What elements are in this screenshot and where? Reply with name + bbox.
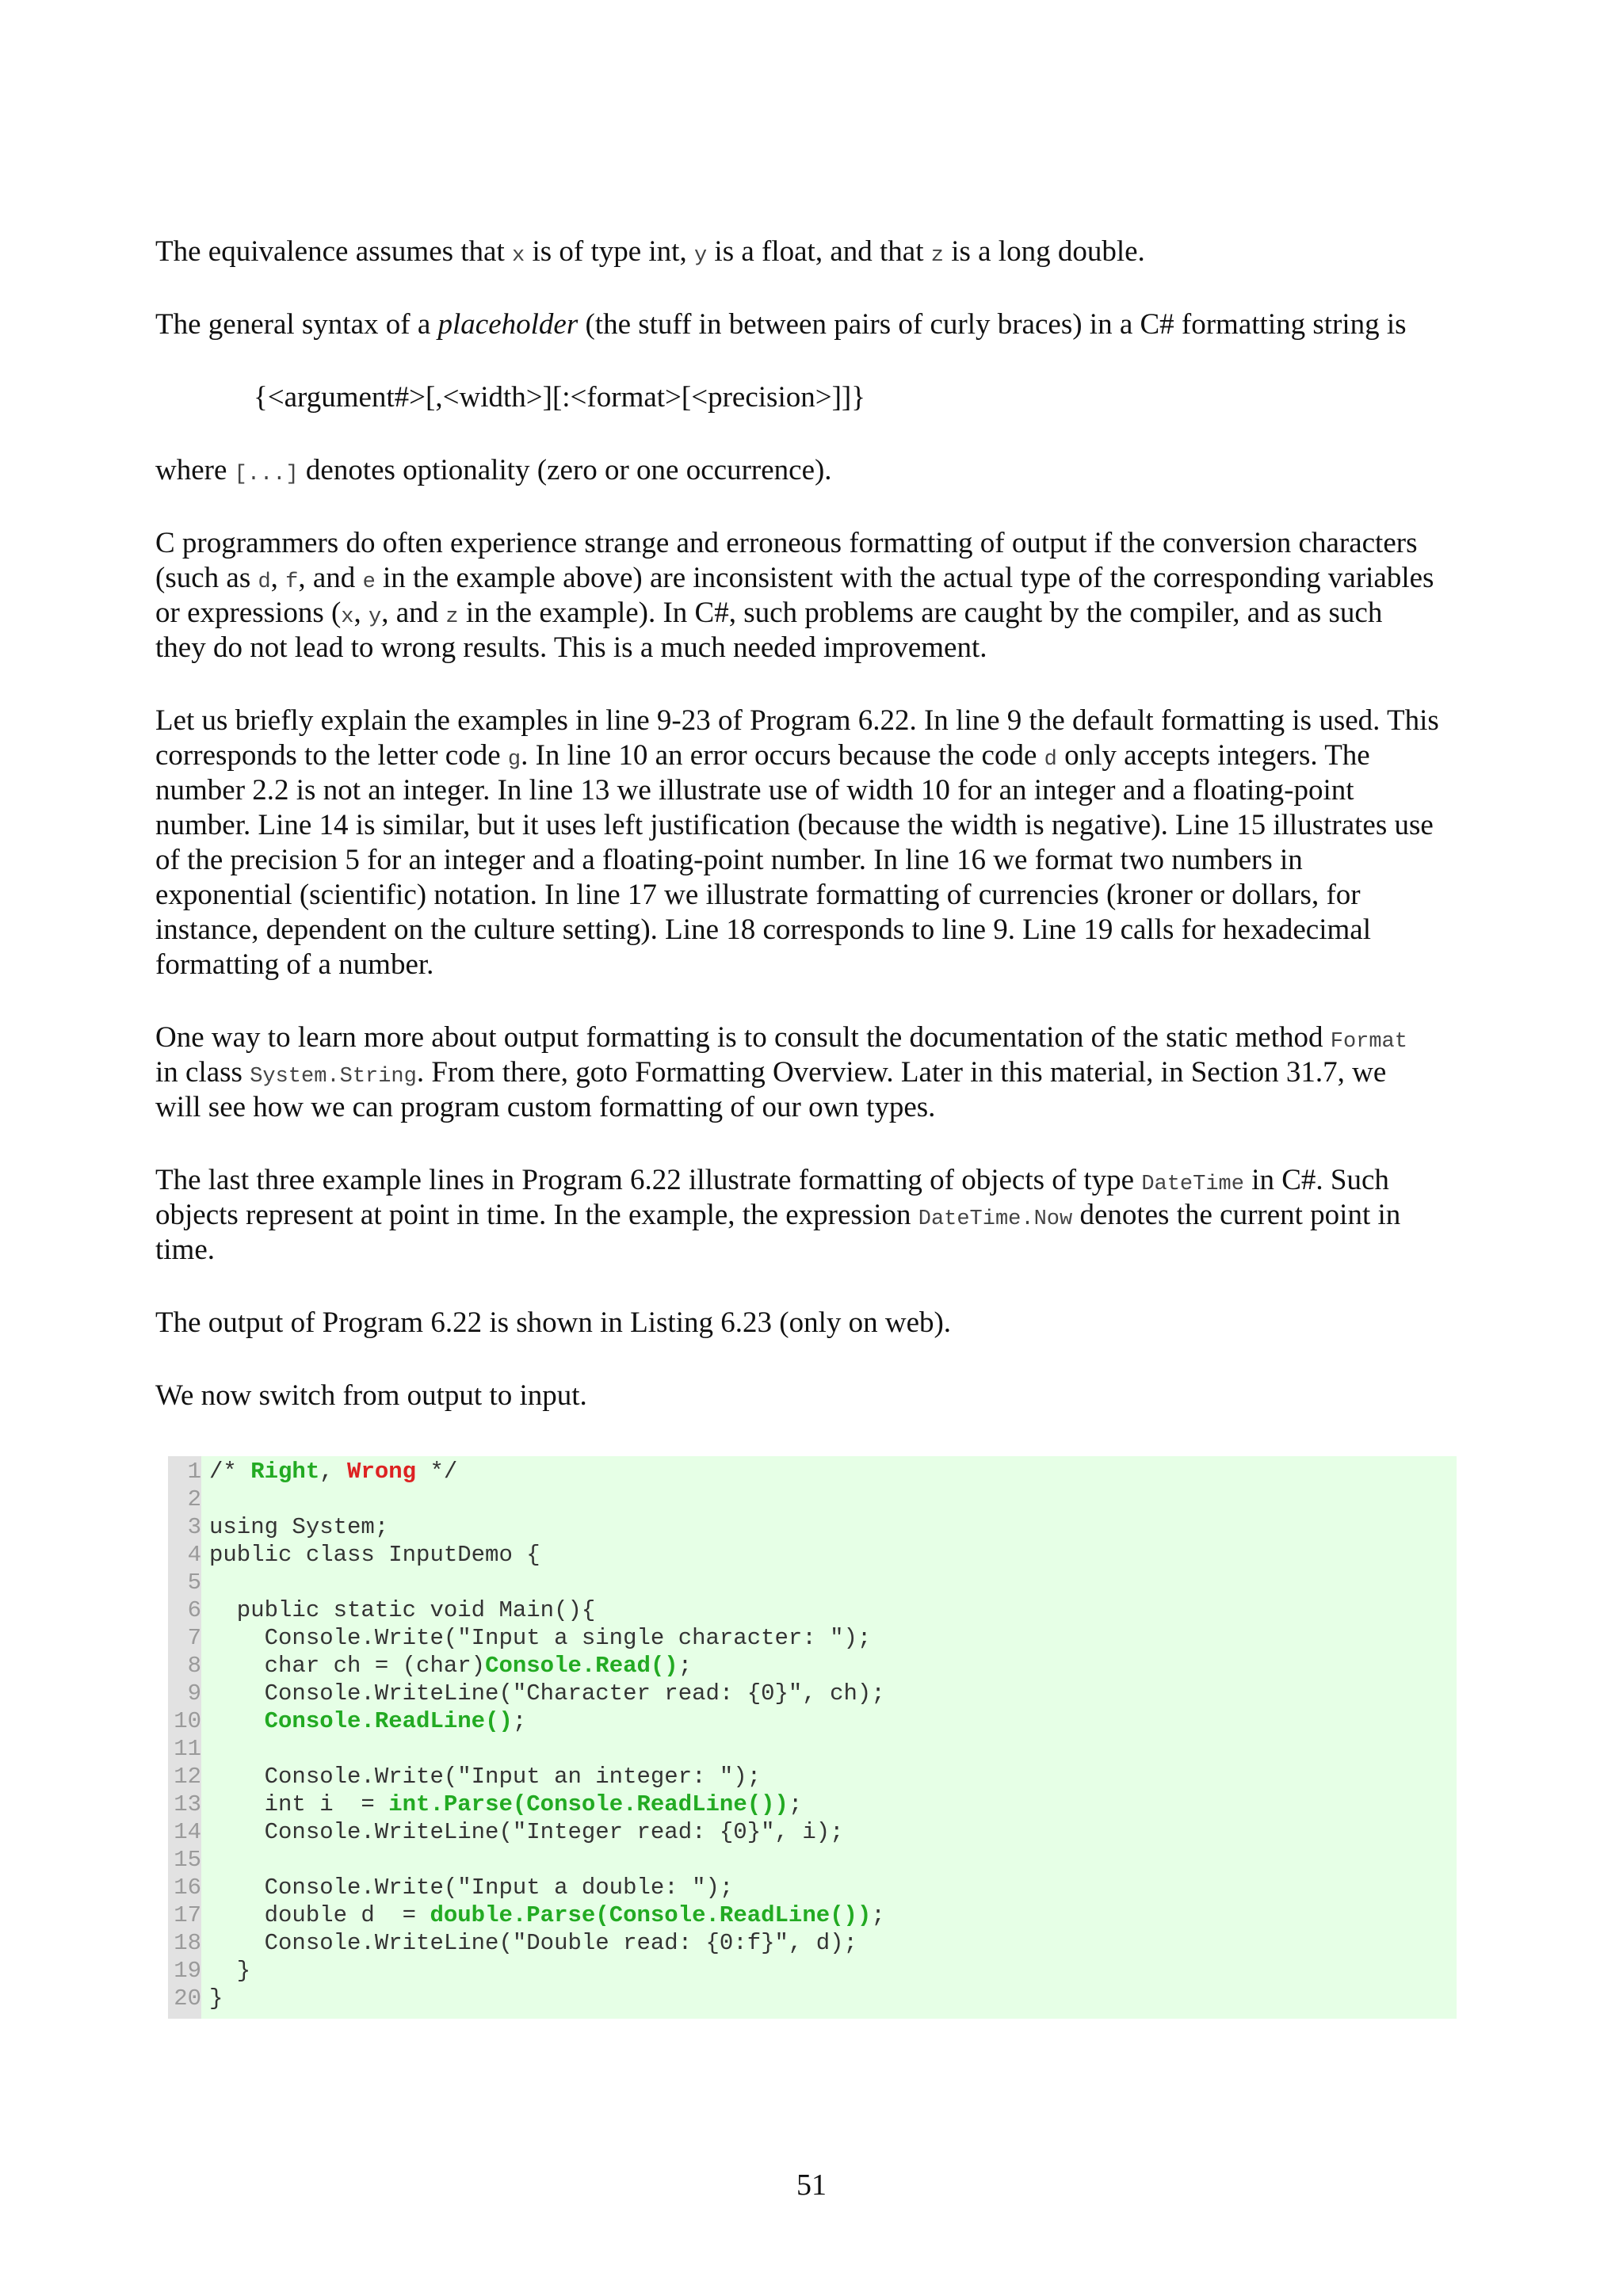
highlight-int-parse: int.Parse(Console.ReadLine()) [388, 1791, 789, 1817]
text: (the stuff in between pairs of curly braces) in a C# formatting string is [578, 308, 1407, 341]
text: in the example above) are inconsistent with the actual type of the corresponding variables [375, 562, 1434, 594]
text: The general syntax of a [155, 308, 438, 341]
code-d: d [1044, 748, 1057, 772]
code-line [168, 1818, 1452, 1846]
text: is of type int, [525, 235, 694, 268]
code-segment: double d = [209, 1902, 430, 1928]
highlight-wrong: Wrong [347, 1459, 417, 1485]
text-line [155, 1233, 1479, 1268]
line-number: 4 [187, 1542, 201, 1568]
line-number: 17 [174, 1902, 201, 1928]
code-line [168, 1652, 1452, 1680]
placeholder-grammar: {<argument#>[,<width>][:<format>[<precision>]]} [254, 381, 865, 414]
page-number: 51 [796, 2168, 827, 2202]
text-line [155, 1090, 1479, 1125]
line-number: 11 [174, 1736, 201, 1762]
code-line [168, 1486, 1452, 1513]
code-line [168, 1513, 1452, 1541]
text: . From there, goto Formatting Overview. Later in this material, in Section 31.7, we [416, 1056, 1387, 1089]
comment-text: , [319, 1459, 348, 1485]
text: of the precision 5 for an integer and a floating-point number. In line 16 we format two numbers in [155, 844, 1303, 876]
code-segment: ; [788, 1791, 803, 1817]
code-text: Console.Write("Input a single character: "); [209, 1625, 872, 1651]
text-line [155, 843, 1479, 878]
code-line [168, 1763, 1452, 1791]
highlight-console-read: Console.Read() [485, 1653, 678, 1679]
text: where [155, 454, 235, 486]
text: , and [381, 597, 446, 629]
text: time. [155, 1234, 216, 1266]
text: only accepts integers. The [1056, 739, 1370, 772]
text-line [155, 808, 1479, 843]
code-datetime: DateTime [1141, 1173, 1244, 1196]
paragraph-output-listing: The output of Program 6.22 is shown in Listing 6.23 (only on web). [155, 1306, 952, 1339]
text-line [155, 1163, 1479, 1202]
text-line [155, 948, 1479, 982]
code-text [201, 1791, 802, 1818]
code-text: public static void Main(){ [209, 1597, 596, 1623]
code-line [168, 1680, 1452, 1707]
text-line [155, 561, 1479, 600]
code-listing [168, 1456, 1457, 2019]
paragraph-equivalence [155, 235, 1479, 273]
text: C programmers do often experience strange and erroneous formatting of output if the conversion characters [155, 527, 1418, 559]
code-line [168, 1929, 1452, 1957]
code-line [168, 1596, 1452, 1624]
text: will see how we can program custom formatting of our own types. [155, 1091, 936, 1123]
code-line [168, 1569, 1452, 1596]
text: (such as [155, 562, 258, 594]
text-line [155, 526, 1479, 561]
code-segment [209, 1708, 265, 1734]
text: , [270, 562, 286, 594]
text: corresponds to the letter code [155, 739, 508, 772]
paragraph-optionality [155, 453, 1479, 492]
line-number: 5 [187, 1569, 201, 1596]
code-system-string: System.String [250, 1065, 417, 1089]
line-number: 20 [174, 1985, 201, 2012]
line-number: 15 [174, 1847, 201, 1873]
code-e: e [362, 570, 376, 594]
code-line [168, 1874, 1452, 1901]
line-number: 14 [174, 1819, 201, 1845]
text-line [155, 1198, 1479, 1237]
line-number: 16 [174, 1875, 201, 1901]
highlight-console-readline: Console.ReadLine() [264, 1708, 513, 1734]
text: denotes optionality (zero or one occurrence). [298, 454, 832, 486]
code-line [168, 1541, 1452, 1569]
code-text: } [209, 1958, 251, 1984]
code-segment: ; [678, 1653, 693, 1679]
line-number: 7 [187, 1625, 201, 1651]
text-line [155, 773, 1479, 808]
paragraph-placeholder-syntax [155, 307, 1479, 342]
line-number: 2 [187, 1486, 201, 1512]
code-text: Console.Write("Input a double: "); [209, 1875, 734, 1901]
text-line [155, 596, 1479, 635]
code-y: y [369, 605, 382, 629]
highlight-double-parse: double.Parse(Console.ReadLine()) [430, 1902, 872, 1928]
comment-text: */ [416, 1459, 458, 1485]
code-d: d [258, 570, 271, 594]
text-line [155, 704, 1479, 738]
code-g: g [507, 748, 521, 772]
text: in class [155, 1056, 250, 1089]
text: in C#. Such [1243, 1164, 1389, 1196]
comment-text: /* [209, 1459, 251, 1485]
code-text: using System; [209, 1514, 389, 1540]
text: , [353, 597, 369, 629]
text: objects represent at point in time. In the example, the expression [155, 1199, 918, 1231]
text: formatting of a number. [155, 948, 434, 981]
text: instance, dependent on the culture setting). Line 18 corresponds to line 9. Line 19 calls for hexadecimal [155, 913, 1371, 946]
line-number: 9 [187, 1680, 201, 1707]
code-text: Console.Write("Input an integer: "); [209, 1764, 762, 1790]
line-number: 18 [174, 1930, 201, 1956]
code-segment: ; [512, 1708, 527, 1734]
code-segment: int i = [209, 1791, 389, 1817]
code-line [168, 1985, 1452, 2012]
code-text: public class InputDemo { [209, 1542, 540, 1568]
paragraph-switch-to-input: We now switch from output to input. [155, 1379, 587, 1412]
code-line [168, 1624, 1452, 1652]
code-segment: ; [871, 1902, 885, 1928]
text: number. Line 14 is similar, but it uses left justification (because the width is negative). Line 15 illustrates use [155, 809, 1434, 841]
text: exponential (scientific) notation. In line 17 we illustrate formatting of currencies (kroner or dollars, for [155, 879, 1361, 911]
code-f: f [285, 570, 299, 594]
text-line [155, 913, 1479, 948]
code-line [168, 1846, 1452, 1874]
code-y: y [693, 244, 708, 268]
text: denotes the current point in [1072, 1199, 1401, 1231]
line-number: 10 [174, 1708, 201, 1734]
line-number: 6 [187, 1597, 201, 1623]
text-line [155, 1020, 1479, 1059]
code-text: Console.WriteLine("Double read: {0:f}", d); [209, 1930, 857, 1956]
term-placeholder: placeholder [437, 308, 579, 341]
text: . In line 10 an error occurs because the code [521, 739, 1044, 772]
code-x: x [512, 244, 525, 268]
code-text: Console.WriteLine("Integer read: {0}", i); [209, 1819, 844, 1845]
code-line [168, 1735, 1452, 1763]
text-line [155, 1055, 1479, 1094]
code-text [201, 1652, 692, 1680]
text: , and [298, 562, 363, 594]
text-line [155, 631, 1479, 666]
code-z: z [930, 244, 944, 268]
code-line [168, 1791, 1452, 1818]
text: in the example). In C#, such problems are caught by the compiler, and as such [458, 597, 1383, 629]
text: or expressions ( [155, 597, 342, 629]
code-z: z [445, 605, 459, 629]
code-format: Format [1330, 1030, 1407, 1054]
text: is a float, and that [707, 235, 931, 268]
line-number: 19 [174, 1958, 201, 1984]
text: One way to learn more about output formatting is to consult the documentation of the static method [155, 1021, 1331, 1054]
text: The equivalence assumes that [155, 235, 512, 268]
code-line [168, 1707, 1452, 1735]
text: The last three example lines in Program 6.22 illustrate formatting of objects of type [155, 1164, 1142, 1196]
code-x: x [341, 605, 354, 629]
code-text [201, 1458, 457, 1486]
code-text: Console.WriteLine("Character read: {0}", ch); [209, 1680, 885, 1707]
text: Let us briefly explain the examples in line 9-23 of Program 6.22. In line 9 the default formatting is used. This [155, 704, 1439, 737]
code-datetime-now: DateTime.Now [918, 1207, 1073, 1231]
code-text: } [209, 1985, 223, 2012]
line-number: 3 [187, 1514, 201, 1540]
highlight-right: Right [250, 1459, 320, 1485]
text: number 2.2 is not an integer. In line 13 we illustrate use of width 10 for an integer and a floating-point [155, 774, 1354, 807]
code-segment: char ch = (char) [209, 1653, 486, 1679]
code-line [168, 1458, 1452, 1486]
line-number: 1 [187, 1459, 201, 1485]
line-number: 8 [187, 1653, 201, 1679]
code-line [168, 1957, 1452, 1985]
line-number: 12 [174, 1764, 201, 1790]
code-text [201, 1901, 885, 1929]
text: they do not lead to wrong results. This is a much needed improvement. [155, 631, 987, 664]
line-number: 13 [174, 1791, 201, 1817]
text-line [155, 878, 1479, 913]
code-text [201, 1707, 526, 1735]
text-line [155, 738, 1479, 777]
text: is a long double. [943, 235, 1145, 268]
code-brackets: [...] [234, 463, 299, 486]
code-line [168, 1901, 1452, 1929]
